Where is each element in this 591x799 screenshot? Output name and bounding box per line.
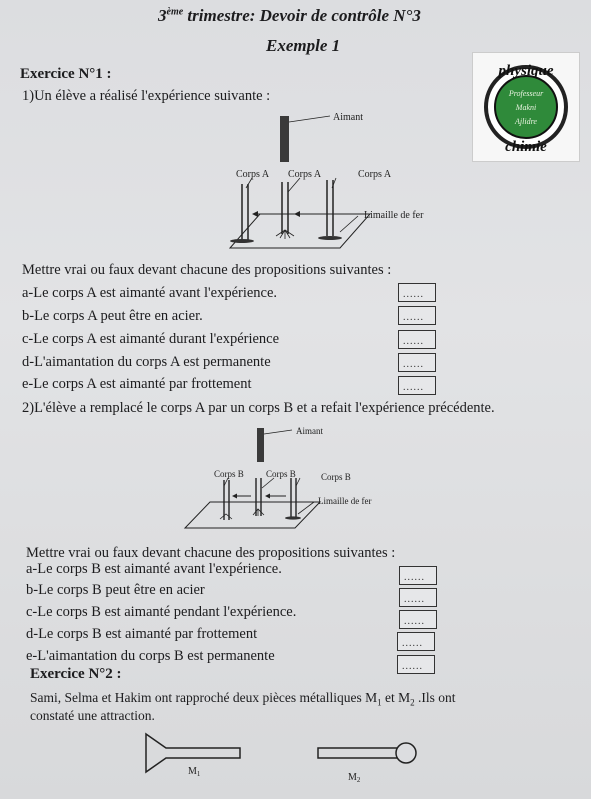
exercise1-intro: 1)Un élève a réalisé l'expérience suivante : [22,88,271,104]
fig2-aimant-label: Aimant [296,426,323,436]
magnet-icon-2 [257,428,264,462]
fig1-corps-label-1: Corps A [236,169,270,180]
item2-e: e-L'aimantation du corps B est permanente [26,648,275,664]
filings-3 [318,236,342,240]
filings-1 [230,239,254,243]
item2-b: b-Le corps B peut être en acier [26,582,205,598]
instruction-2: Mettre vrai ou faux devant chacune des propositions suivantes : [26,545,396,561]
answer-box-1d[interactable] [398,353,436,372]
answer-box-1c[interactable] [398,330,436,349]
item2-d: d-Le corps B est aimanté par frottement [26,626,258,642]
exercise2-line1: Sami, Selma et Hakim ont rapproché deux pièces métalliques $M_1$ et $M_2$ .Ils ont [30,690,456,708]
exercise2-title: Exercice N°2 : [30,666,122,682]
filings-2 [276,230,294,239]
logo-bottom-text: chimie [505,139,547,155]
metal-pieces-figure [140,728,430,788]
experiment-figure-1 [190,108,450,256]
exercise2-line2: constaté une attraction. [30,708,155,723]
m2-label: $M_2$ [348,772,361,784]
page-subtitle: Exemple 1 [266,36,341,55]
answer-box-1a[interactable] [398,283,436,302]
fig1-corps-label-3: Corps A [358,169,392,180]
m2-piece [318,748,398,758]
svg-text:Professeur: Professeur [508,89,544,98]
item1-a: a-Le corps A est aimanté avant l'expérience. [22,285,278,301]
logo [472,52,580,162]
fig2-limaille-label: Limaille de fer [318,496,372,506]
svg-text:Makni: Makni [515,103,537,112]
item2-c: c-Le corps B est aimanté pendant l'expérience. [26,604,297,620]
part2-text: 2)L'élève a remplacé le corps A par un corps B et a refait l'expérience précédente. [22,400,495,416]
svg-text:Ajlidre: Ajlidre [515,117,537,126]
item1-d: d-L'aimantation du corps A est permanente [22,354,271,370]
item2-a: a-Le corps B est aimanté avant l'expérience. [26,561,282,577]
answer-box-2d[interactable] [397,632,435,651]
answer-box-1e[interactable] [398,376,436,395]
logo-top-text: physique [498,63,554,79]
experiment-figure-2 [180,422,420,534]
page-title: 3ème trimestre: Devoir de contrôle N°3 [158,6,421,25]
answer-box-2b[interactable] [399,588,437,607]
item1-b: b-Le corps A peut être en acier. [22,308,203,324]
answer-box-2c[interactable] [399,610,437,629]
magnet-icon [280,116,289,162]
fig2-corps-label-3: Corps B [321,472,351,482]
fig2-corps-label-1: Corps B [214,469,244,479]
answer-box-1b[interactable] [398,306,436,325]
fig2-corps-label-2: Corps B [266,469,296,479]
exercise1-title: Exercice N°1 : [20,66,112,82]
answer-box-2a[interactable] [399,566,437,585]
m1-label: $M_1$ [188,766,201,778]
fig1-limaille-label: Limaille de fer [364,210,424,221]
instruction-1: Mettre vrai ou faux devant chacune des propositions suivantes : [22,262,392,278]
fig1-aimant-label: Aimant [333,112,363,123]
answer-box-2e[interactable] [397,655,435,674]
fig1-corps-label-2: Corps A [288,169,322,180]
item1-c: c-Le corps A est aimanté durant l'expérience [22,331,280,347]
item1-e: e-Le corps A est aimanté par frottement [22,376,252,392]
